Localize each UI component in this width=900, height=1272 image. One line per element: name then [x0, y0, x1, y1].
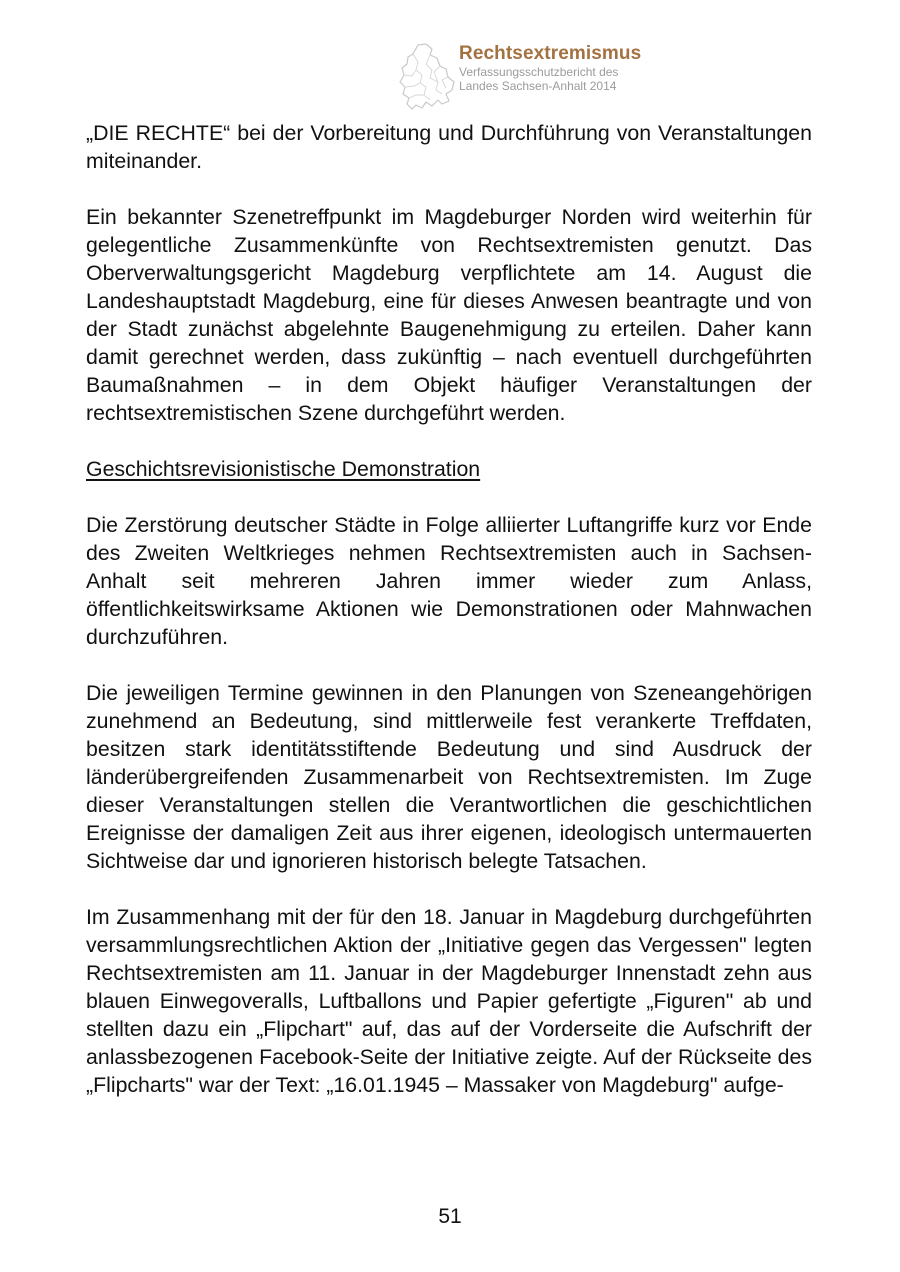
saxony-anhalt-map-icon: [396, 42, 458, 112]
paragraph-zusammenhang: Im Zusammenhang mit der für den 18. Januar in Magdeburg durchgeführten versammlungsrechtlichen Aktion der „Initiative gegen das Vergessen" legten Rechtsextremisten am 11. Januar in der Magdeburger Innenstadt zehn aus blauen Einwegoveralls, Luftballons und Papier gefertigte „Figuren" ab und stellten dazu ein „Flipchart" auf, das auf der Vorderseite die Aufschrift der anlassbezogenen Facebook-Seite der Initiative zeigte. Auf der Rückseite des „Flipcharts" war der Text: „16.01.1945 – Massaker von Magdeburg" aufge-: [86, 905, 812, 1097]
paragraph-zerstoerung: Die Zerstörung deutscher Städte in Folge alliierter Luftangriffe kurz vor Ende des Zweiten Weltkrieges nehmen Rechtsextremisten auch in Sachsen-Anhalt seit mehreren Jahren immer wieder zum Anlass, öffentlichkeitswirksame Aktionen wie Demonstrationen oder Mahnwachen durchzuführen.: [86, 513, 812, 649]
section-heading: Geschichtsrevisionistische Demonstration: [86, 457, 481, 481]
header-text: [459, 43, 699, 93]
header-subtitle-line1: Verfassungsschutzbericht des: [459, 65, 619, 79]
header-subtitle-line2: Landes Sachsen-Anhalt 2014: [459, 79, 617, 93]
paragraph-die-rechte: „DIE RECHTE“ bei der Vorbereitung und Durchführung von Veranstaltungen miteinander.: [86, 121, 812, 173]
page-header: [396, 40, 696, 112]
paragraph-termine: Die jeweiligen Termine gewinnen in den Planungen von Szeneangehörigen zunehmend an Bedeutung, sind mittlerweile fest verankerte Treffdaten, besitzen stark identitätsstiftende Bedeutung und sind Ausdruck der länderübergreifenden Zusammenarbeit von Rechtsextremisten. Im Zuge dieser Veranstaltungen stellen die Verantwortlichen die geschichtlichen Ereignisse der damaligen Zeit aus ihrer eigenen, ideologisch untermauerten Sichtweise dar und ignorieren historisch belegte Tatsachen.: [86, 681, 812, 873]
paragraph-szenetreffpunkt: Ein bekannter Szenetreffpunkt im Magdeburger Norden wird weiterhin für gelegentliche Zusammenkünfte von Rechtsextremisten genutzt. Das Oberverwaltungsgericht Magdeburg verpflichtete am 14. August die Landeshauptstadt Magdeburg, eine für dieses Anwesen beantragte und von der Stadt zunächst abgelehnte Baugenehmigung zu erteilen. Daher kann damit gerechnet werden, dass zukünftig – nach eventuell durchgeführten Baumaßnahmen – in dem Objekt häufiger Veranstaltungen der rechtsextremistischen Szene durchgeführt werden.: [86, 205, 812, 425]
main-content: [86, 119, 812, 1099]
header-title: Rechtsextremismus: [459, 43, 642, 64]
page-number: 51: [438, 1205, 462, 1228]
